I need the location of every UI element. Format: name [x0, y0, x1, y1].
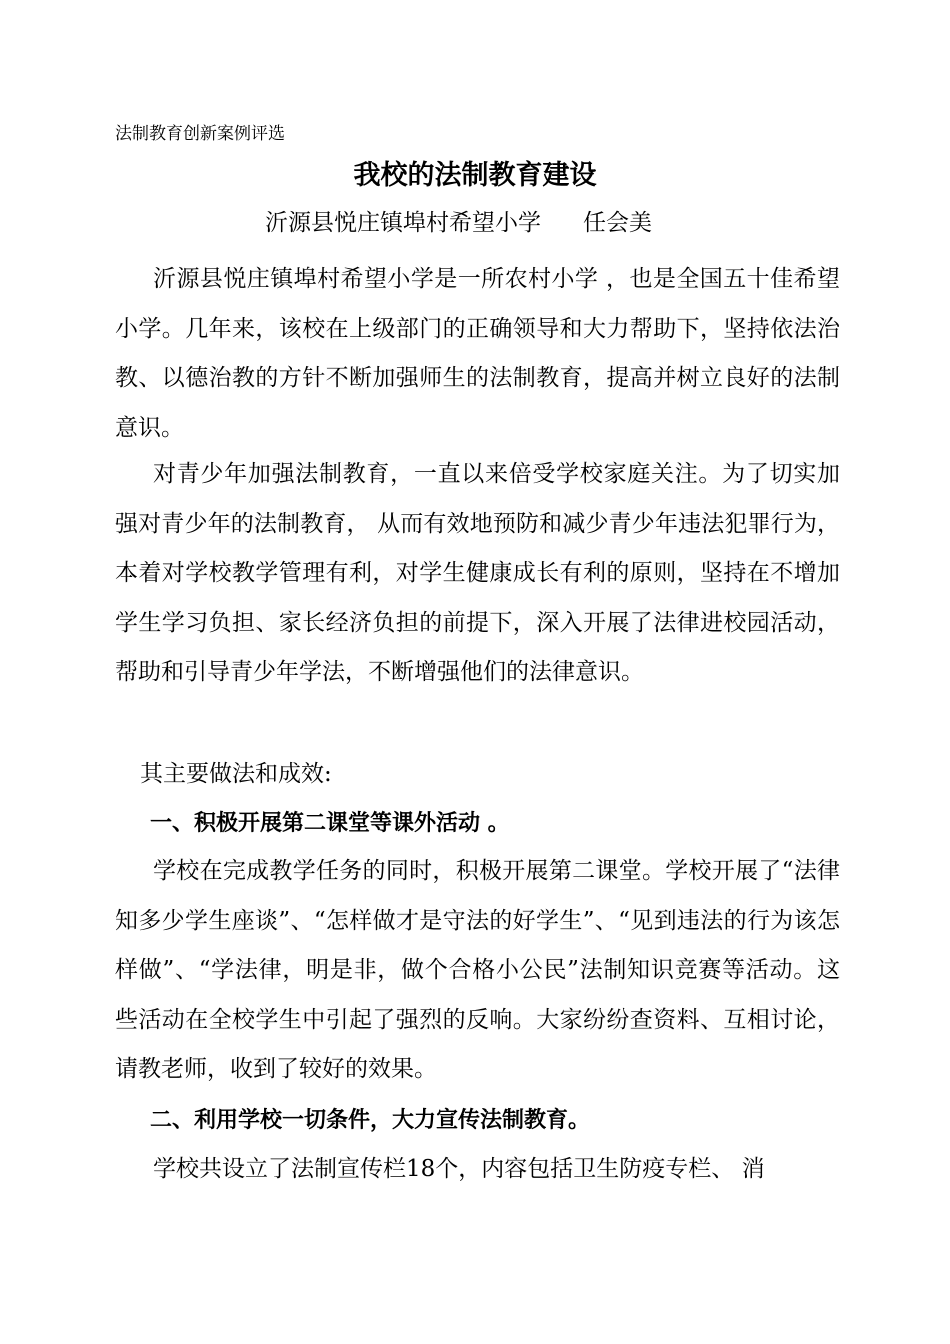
byline-school: 沂源县悦庄镇埠村希望小学	[265, 210, 541, 236]
document-title: 我校的法制教育建设	[353, 160, 597, 191]
byline	[265, 207, 652, 239]
intro-line: 其主要做法和成效:	[140, 761, 332, 787]
section-2-heading: 二、利用学校一切条件，大力宣传法制教育。	[150, 1108, 591, 1133]
document-category: 法制教育创新案例评选	[115, 124, 285, 144]
byline-author: 任会美	[583, 210, 652, 236]
paragraph-2: 对青少年加强法制教育，一直以来倍受学校家庭关注。为了切实加强对青少年的法制教育， 从而有效地预防和减少青少年违法犯罪行为，本着对学校教学管理有利，对学生健康成长有利的原则，坚持在不增加学生学习负担、家长经济负担的前提下，深入开展了法律进校园活动，帮助和引导青少年学法，不断增强他们的法律意识。	[115, 461, 840, 685]
section-2-body: 学校共设立了法制宣传栏18个，内容包括卫生防疫专栏、 消	[153, 1156, 765, 1182]
section-1-body: 学校在完成教学任务的同时，积极开展第二课堂。学校开展了“法律知多少学生座谈”、“怎样做才是守法的好学生”、“见到违法的行为该怎样做”、“学法律，明是非，做个合格小公民”法制知识竞赛等活动。这些活动在全校学生中引起了强烈的反响。大家纷纷查资料、互相讨论，请教老师，收到了较好的效果。	[115, 858, 840, 1082]
paragraph-1: 沂源县悦庄镇埠村希望小学是一所农村小学 ，也是全国五十佳希望小学。几年来，该校在上级部门的正确领导和大力帮助下，坚持依法治教、以德治教的方针不断加强师生的法制教育，提高并树立良好的法制意识。	[115, 266, 840, 441]
section-1-heading: 一、积极开展第二课堂等课外活动 。	[150, 811, 510, 836]
